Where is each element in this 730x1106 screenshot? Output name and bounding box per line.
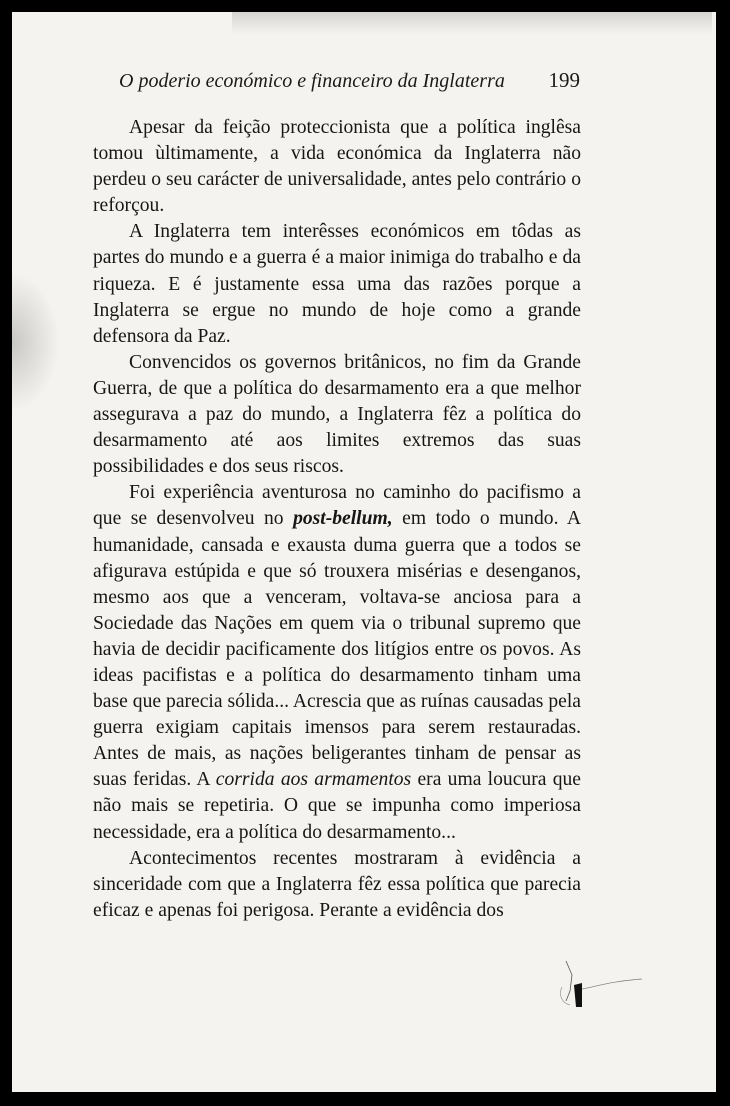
scan-shadow-left [12, 272, 60, 412]
paragraph-4 [93, 480, 581, 845]
paragraph-2: A Inglaterra tem interêsses económicos em tôdas as partes do mundo e a guerra é a maior inimiga do trabalho e da riqueza. E é justamente essa uma das razões porque a Inglaterra se ergue no mundo de hoje como a grande defensora da Paz. [93, 221, 581, 347]
body-text [93, 115, 581, 924]
running-head [100, 68, 580, 93]
paragraph-4-part-2: em todo o mundo. A humanidade, cansada e exausta duma guerra que a todos se afigurava estúpida e que só trouxera misérias e desenganos, mesmo aos que a venceram, voltava-se anciosa para a Sociedade das Nações em quem via o tribunal supremo que havia de decidir pacificamente dos litígios entre os povos. As ideas pacifistas e a política do desarmamento tinham uma base que parecia sólida... Acrescia que as ruínas causadas pela guerra exigiam capitais imensos para serem restauradas. Antes de mais, as nações beligerantes tinham de pensar as suas feridas. A [93, 508, 582, 791]
running-title: O poderio económico e financeiro da Inglaterra [119, 70, 505, 92]
scan-shadow-top [232, 12, 712, 34]
paragraph-4-part-1: Foi experiência aventurosa no caminho do pacifismo a que se desenvolveu no [93, 482, 581, 530]
paragraph-3: Convencidos os governos britânicos, no fim da Grande Guerra, de que a política do desarmamento era a que melhor assegurava a paz do mundo, a Inglaterra fêz a política do desarmamento até aos limites extremos das suas possibilidades e dos seus riscos. [93, 351, 581, 478]
paragraph-5: Acontecimentos recentes mostraram à evidência a sinceridade com que a Inglaterra fêz essa política que parecia eficaz e apenas foi perigosa. Perante a evidência dos [93, 847, 581, 921]
paragraph-4-part-3: era uma loucura que não mais se repetiria. O que se impunha como imperiosa necessidade, era a política do desarmamento... [93, 769, 581, 843]
paragraph-1: Apesar da feição proteccionista que a política inglêsa tomou ùltimamente, a vida económica da Inglaterra não perdeu o seu carácter de universalidade, antes pelo contrário o reforçou. [93, 117, 581, 217]
emphasis-post-bellum: post-bellum, [293, 508, 393, 530]
emphasis-corrida-aos-armamentos: corrida aos armamentos [215, 769, 412, 791]
page-number: 199 [548, 68, 580, 92]
book-page [12, 12, 716, 1092]
ink-blot-mark [552, 957, 652, 1017]
